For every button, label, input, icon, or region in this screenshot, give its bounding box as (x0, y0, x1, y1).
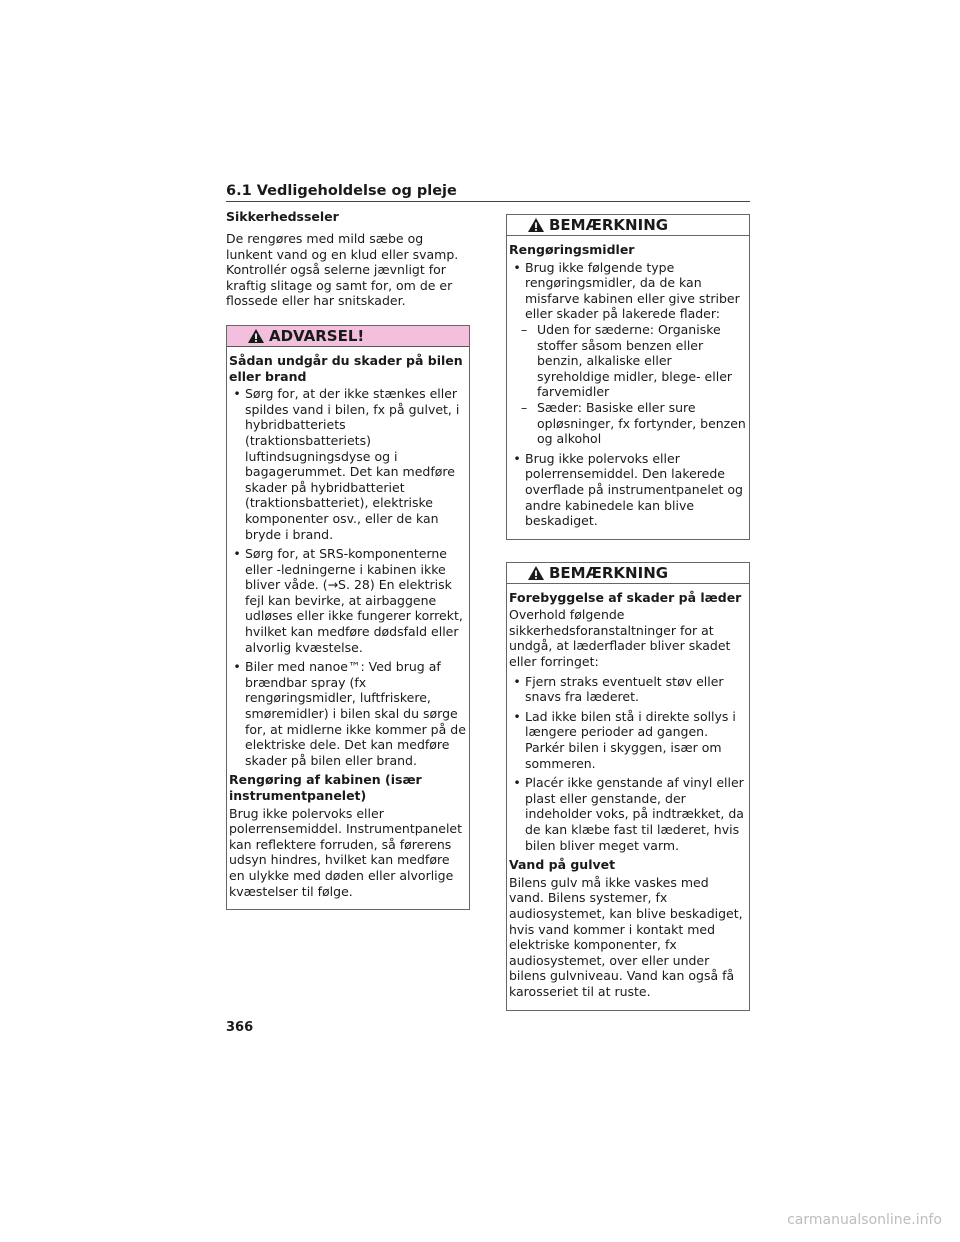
list-item: • Fjern straks eventuelt støv eller snavs fra læderet. (513, 673, 724, 705)
warning-triangle-icon (247, 328, 265, 344)
notice-box-cleaning (506, 214, 750, 540)
seatbelt-title: Sikkerhedsseler (226, 209, 339, 224)
seatbelt-text: De rengøres med mild sæbe og lunkent vand og en klud eller svamp. Kontrollér også selerne jævnligt for kraftig slitage og samt for, om de er flossede eller har snitskader. (226, 231, 459, 309)
list-item: • Sørg for, at SRS-komponenterne eller -ledningerne i kabinen ikke bliver våde. (→S. 28) En elektrisk fejl kan bevirke, at airbaggene udløses eller ikke fungerer korrekt, hvilket kan medføre dødsfald eller alvorlig kvæstelse. (233, 546, 463, 655)
list-item: • Placér ikke genstande af vinyl eller plast eller genstande, der indeholder voks, på indtrækket, da de kan klæbe fast til læderet, hvis bilen bliver meget varm. (513, 775, 744, 853)
warning-triangle-icon (527, 565, 545, 581)
section-title: 6.1 Vedligeholdelse og pleje (226, 183, 457, 199)
page-number: 366 (226, 1020, 254, 1035)
notice-subtitle-leather: Forebyggelse af skader på læder (509, 589, 742, 605)
notice-header (507, 215, 749, 236)
list-subitem: – Uden for sæderne: Organiske stoffer såsom benzen eller benzin, alkaliske eller syreholdige midler, blege- eller farvemidler (521, 321, 733, 400)
warning-header (227, 326, 469, 347)
left-column (226, 209, 470, 932)
notice-header (507, 563, 749, 584)
list-item: • Sørg for, at der ikke stænkes eller spildes vand i bilen, fx på gulvet, i hybridbatteriets (traktionsbatteriets) luftindsugningsdyse og i bagagerummet. Det kan medføre skader på hybridbatteriet (traktionsbatteriet), elektriske komponenter osv., eller de kan bryde i brand. (233, 386, 460, 542)
right-column (506, 214, 750, 1033)
warning-body (227, 347, 469, 909)
list-item: • Lad ikke bilen stå i direkte sollys i længere perioder ad gangen. Parkér bilen i skyggen, især om sommeren. (513, 708, 736, 771)
notice-subtitle-floor: Vand på gulvet (509, 857, 616, 873)
notice-box-leather (506, 562, 750, 1011)
warning-label: ADVARSEL! (269, 326, 365, 345)
notice-body (507, 236, 749, 539)
warning-subtitle-fire: Sådan undgår du skader på bilen eller brand (229, 352, 463, 384)
warning-subtitle-cabin: Rengøring af kabinen (især instrumentpanelet) (229, 772, 422, 803)
list-item: • Brug ikke polervoks eller polerrensemiddel. Den lakerede overflade på instrumentpanelet og andre kabinedele kan blive beskadiget. (513, 450, 743, 529)
notice-label: BEMÆRKNING (549, 216, 669, 234)
notice-floor-text: Bilens gulv må ikke vaskes med vand. Bilens systemer, fx audiosystemet, kan blive beskadiget, hvis vand kommer i kontakt med elektriske komponenter, fx audiosystemet, over eller under bilens gulvniveau. Vand kan også få karosseriet til at ruste. (509, 874, 743, 999)
footer-watermark: carmanualsonline.info (787, 1212, 942, 1228)
section-header (226, 180, 750, 202)
warning-cabin-text: Brug ikke polervoks eller polerrensemiddel. Instrumentpanelet kan reflektere forruden, så førerens udsyn hindres, hvilket kan medføre en ulykke med døden eller alvorlige kvæstelser til følge. (229, 805, 463, 899)
warning-box (226, 325, 470, 910)
list-item: • Brug ikke følgende type rengøringsmidler, da de kan misfarve kabinen eller give striber eller skader på lakerede flader: (513, 259, 740, 322)
notice-subtitle: Rengøringsmidler (509, 242, 635, 257)
list-item: • Biler med nanoe™: Ved brug af brændbar spray (fx rengøringsmidler, luftfriskere, smøremidler) i bilen skal du sørge for, at midlerne ikke kommer på de elektriske dele. Det kan medføre skader på bilen eller brand. (233, 659, 466, 768)
list-subitem: – Sæder: Basiske eller sure opløsninger, fx fortynder, benzen og alkohol (521, 399, 746, 447)
notice-leather-text: Overhold følgende sikkerhedsforanstaltninger for at undgå, at læderflader bliver skadet eller forringet: (509, 607, 731, 670)
warning-triangle-icon (527, 217, 545, 233)
notice-body (507, 584, 749, 1010)
notice-label: BEMÆRKNING (549, 563, 669, 582)
